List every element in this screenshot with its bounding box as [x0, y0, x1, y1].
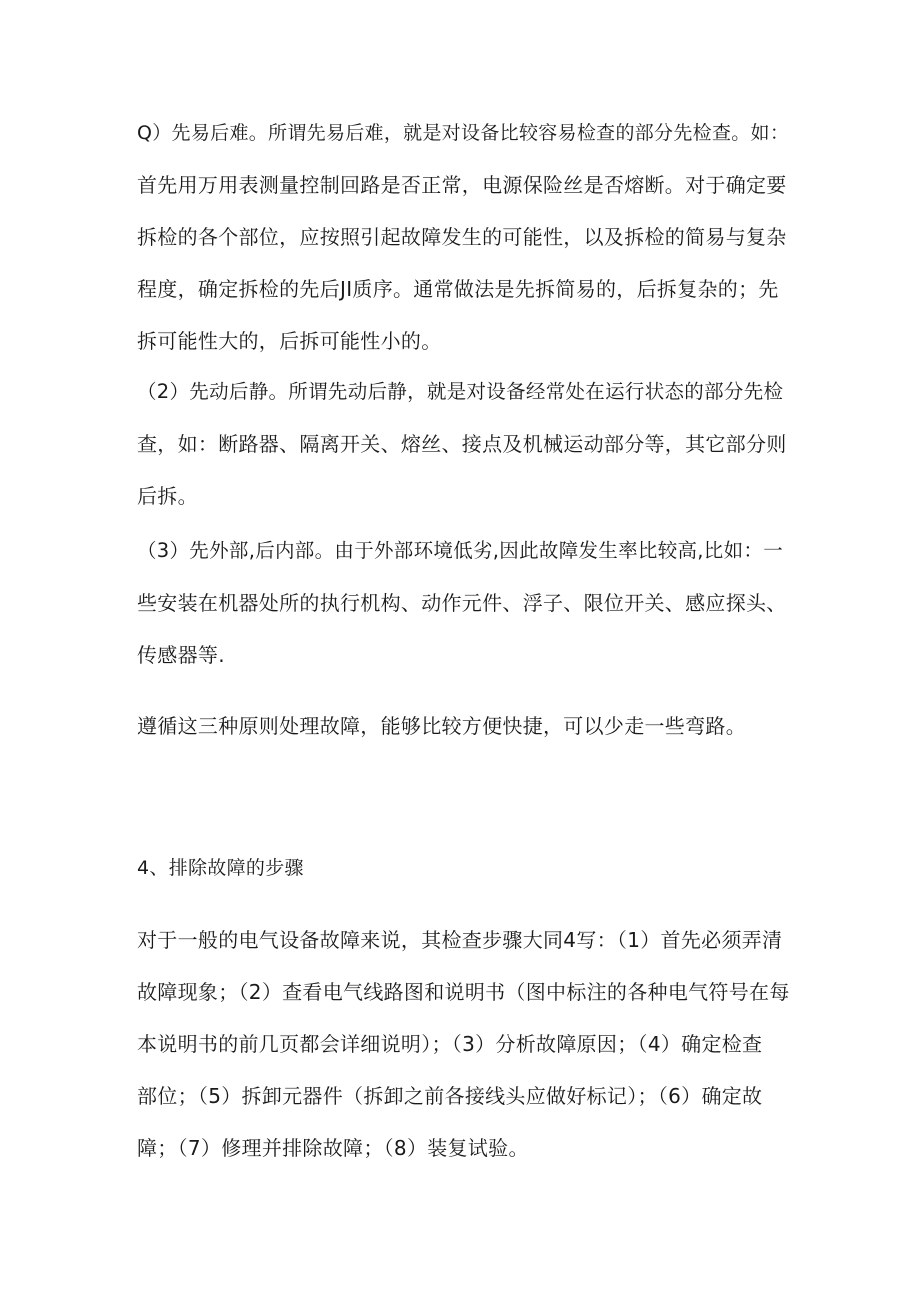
paragraph-summary: [137, 700, 797, 752]
text-line: 程度，确定拆检的先后JI质序。通常做法是先拆简易的，后拆复杂的；先: [137, 277, 779, 301]
text-line: 传感器等.: [137, 643, 225, 667]
section-heading-text: 4、排除故障的步骤: [137, 857, 304, 879]
paragraph-moving-before-static: [137, 366, 797, 522]
text-line: 障；（7）修理并排除故障；（8）装复试验。: [137, 1136, 529, 1160]
text-line: 些安装在机器处所的执行机构、动作元件、浮子、限位开关、感应探头、: [137, 591, 787, 615]
text-line: 拆可能性大的，后拆可能性小的。: [137, 329, 442, 353]
text-line: 对于一般的电气设备故障来说，其检查步骤大同4写：（1）首先必须弄清: [137, 928, 783, 952]
section-heading: [137, 842, 797, 894]
text-line: 拆检的各个部位，应按照引起故障发生的可能性，以及拆检的简易与复杂: [137, 225, 787, 249]
text-line: 部位；（5）拆卸元器件（拆卸之前各接线头应做好标记）；（6）确定故: [137, 1084, 763, 1108]
text-line: 故障现象；（2）查看电气线路图和说明书（图中标注的各种电气符号在每: [137, 980, 790, 1004]
text-line: 本说明书的前几页都会详细说明）；（3）分析故障原因；（4）确定检查: [137, 1032, 763, 1056]
paragraph-troubleshooting-steps: [137, 914, 797, 1174]
text-line: （2）先动后静。所谓先动后静，就是对设备经常处在运行状态的部分先检: [137, 380, 784, 403]
text-line: 遵循这三种原则处理故障，能够比较方便快捷，可以少走一些弯路。: [137, 714, 746, 738]
text-line: 后拆。: [137, 484, 198, 508]
text-line: Q）先易后难。所谓先易后难，就是对设备比较容易检查的部分先检查。如：: [137, 122, 790, 144]
text-line: 首先用万用表测量控制回路是否正常，电源保险丝是否熔断。对于确定要: [137, 173, 787, 197]
paragraph-external-before-internal: [137, 525, 797, 681]
text-line: 查，如：断路器、隔离开关、熔丝、接点及机械运动部分等，其它部分则: [137, 432, 787, 456]
text-line: （3）先外部,后内部。由于外部环境低劣,因此故障发生率比较高,比如：一: [137, 539, 784, 562]
paragraph-easy-before-hard: [137, 107, 797, 367]
